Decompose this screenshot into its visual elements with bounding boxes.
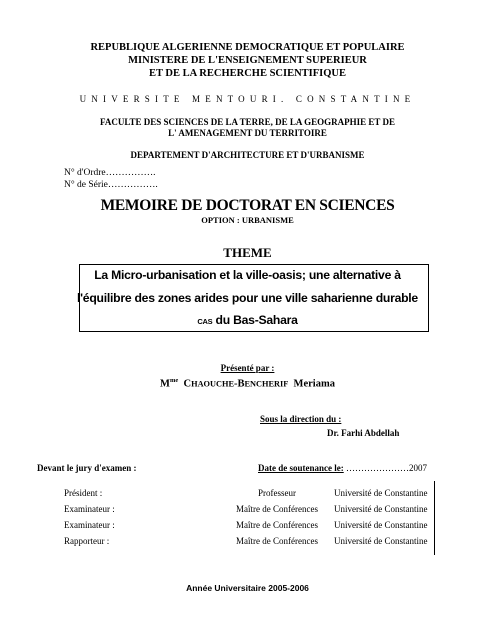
author-surname-1: HAOUCHE	[191, 379, 234, 389]
defense-date-label: Date de soutenance le:	[258, 463, 344, 473]
university-name: UNIVERSITE MENTOURI. CONSTANTINE	[79, 94, 416, 104]
republic-line: REPUBLIQUE ALGERIENNE DEMOCRATIQUE ET POPULAIRE	[90, 42, 405, 53]
jury-role: Président :	[64, 488, 103, 498]
presented-by-label: Présenté par :	[220, 363, 275, 373]
jury-grade: Professeur	[258, 488, 296, 498]
supervision-label: Sous la direction du :	[260, 414, 342, 424]
theme-title-line-1: La Micro-urbanisation et la ville-oasis; une alternative à	[94, 268, 401, 282]
theme-title-line-2: l'équilibre des zones arides pour une ville saharienne durable	[77, 291, 418, 305]
theme-label: THEME	[223, 245, 272, 260]
memoire-title: MEMOIRE DE DOCTORAT EN SCIENCES	[100, 197, 395, 214]
jury-label: Devant le jury d'examen :	[37, 463, 137, 473]
faculty-line-1: FACULTE DES SCIENCES DE LA TERRE, DE LA GEOGRAPHIE ET DE	[99, 117, 395, 127]
jury-institution: Université de Constantine	[334, 488, 428, 498]
order-number: N° d'Ordre…………….	[64, 168, 156, 178]
research-line: ET DE LA RECHERCHE SCIENTIFIQUE	[148, 68, 347, 79]
author-name: $M^{me}$ CHAOUCHE-BENCHERIF Meriama	[160, 377, 335, 390]
jury-grade: Maître de Conférences	[236, 504, 318, 514]
jury-grade: Maître de Conférences	[236, 520, 318, 530]
defense-date	[258, 463, 427, 473]
jury-grade: Maître de Conférences	[236, 536, 318, 546]
author-prefix: M	[160, 378, 170, 390]
jury-role: Examinateur :	[64, 520, 115, 530]
faculty-line-2: L' AMENAGEMENT DU TERRITOIRE	[168, 128, 327, 138]
jury-institution: Université de Constantine	[334, 520, 428, 530]
jury-role: Examinateur :	[64, 504, 115, 514]
author-prefix-sup: me	[169, 377, 179, 384]
supervisor-name: Dr. Farhi Abdellah	[327, 428, 400, 438]
ministry-line: MINISTERE DE L'ENSEIGNEMENT SUPERIEUR	[128, 55, 367, 66]
jury-role: Rapporteur :	[64, 536, 110, 546]
jury-institution: Université de Constantine	[334, 536, 428, 546]
theme-title-line-3	[0, 313, 495, 327]
author-firstname: Meriama	[293, 378, 335, 390]
author-surname-2: ENCHERIF	[244, 379, 289, 389]
jury-vertical-rule	[434, 481, 435, 555]
department-name: DEPARTEMENT D'ARCHITECTURE ET D'URBANISME	[130, 150, 365, 160]
jury-institution: Université de Constantine	[334, 504, 428, 514]
serial-number: N° de Série…………….	[64, 180, 158, 190]
option-line: OPTION : URBANISME	[201, 215, 294, 225]
defense-date-value: …………………2007	[343, 463, 427, 473]
academic-year: Année Universitaire 2005-2006	[186, 583, 309, 593]
case-name: du Bas-Sahara	[212, 313, 298, 327]
case-label: CAS	[197, 317, 213, 326]
